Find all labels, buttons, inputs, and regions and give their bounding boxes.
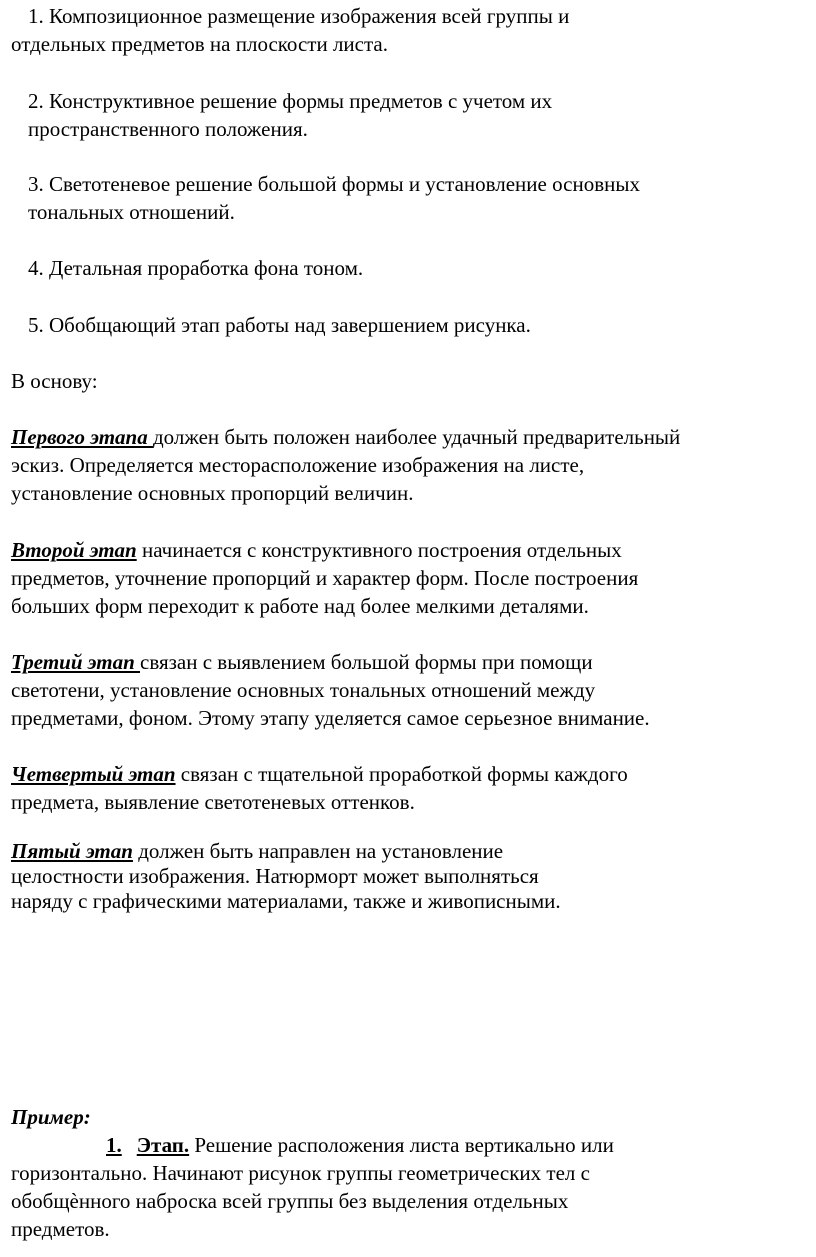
example-line-3: обобщѐнного наброска всей группы без выделения отдельных: [11, 1189, 569, 1213]
description-4-heading: Четвертый этап: [11, 762, 176, 786]
description-5-line-3: наряду с графическими материалами, также и живописными.: [11, 889, 561, 913]
stage-item-1-line-1: 1. Композиционное размещение изображения всей группы и: [28, 4, 570, 28]
example-line-1: [106, 1131, 614, 1159]
stage-item-2-line-2: пространственного положения.: [28, 117, 308, 141]
description-3-heading: Третий этап: [11, 650, 140, 674]
description-1-text: должен быть положен наиболее удачный предварительный: [152, 425, 681, 449]
example-text: Решение расположения листа вертикально или: [189, 1133, 614, 1157]
description-2-line-1: [11, 536, 622, 564]
stage-item-5-line-1: 5. Обобщающий этап работы над завершением рисунка.: [28, 313, 531, 337]
description-5-line-1: [11, 837, 503, 865]
example-stage-number: 1.: [106, 1133, 122, 1157]
description-1-heading: Первого этапа: [11, 425, 153, 449]
description-4-line-2: предмета, выявление светотеневых оттенков.: [11, 790, 415, 814]
intro-text: В основу:: [11, 369, 98, 393]
description-4-text: связан с тщательной проработкой формы каждого: [175, 762, 628, 786]
description-1-line-2: эскиз. Определяется месторасположение изображения на листе,: [11, 453, 585, 477]
stage-item-1-line-2: отдельных предметов на плоскости листа.: [11, 32, 388, 56]
description-2-heading: Второй этап: [11, 538, 137, 562]
description-2-line-3: больших форм переходит к работе над более мелкими деталями.: [11, 594, 589, 618]
description-5-heading: Пятый этап: [11, 839, 133, 863]
stage-item-4-line-1: 4. Детальная проработка фона тоном.: [28, 256, 364, 280]
description-4-line-1: [11, 760, 628, 788]
description-5-line-2: целостности изображения. Натюрморт может выполняться: [11, 864, 539, 888]
stage-item-2-line-1: 2. Конструктивное решение формы предметов с учетом их: [28, 89, 553, 113]
example-line-4: предметов.: [11, 1217, 110, 1241]
description-3-line-2: светотени, установление основных тональных отношений между: [11, 678, 596, 702]
stage-item-3-line-2: тональных отношений.: [28, 200, 235, 224]
example-line-2: горизонтально. Начинают рисунок группы геометрических тел с: [11, 1161, 590, 1185]
description-1-line-1: [11, 423, 680, 451]
description-3-line-3: предметами, фоном. Этому этапу уделяется самое серьезное внимание.: [11, 706, 650, 730]
example-stage-label: Этап.: [136, 1133, 190, 1157]
stage-item-3-line-1: 3. Светотеневое решение большой формы и установление основных: [28, 172, 640, 196]
description-2-text: начинается с конструктивного построения отдельных: [136, 538, 622, 562]
description-5-text: должен быть направлен на установление: [132, 839, 504, 863]
description-3-text: связан с выявлением большой формы при помощи: [140, 650, 593, 674]
example-heading: Пример:: [11, 1105, 91, 1129]
description-3-line-1: [11, 648, 593, 676]
description-2-line-2: предметов, уточнение пропорций и характер форм. После построения: [11, 566, 639, 590]
description-1-line-3: установление основных пропорций величин.: [11, 481, 414, 505]
